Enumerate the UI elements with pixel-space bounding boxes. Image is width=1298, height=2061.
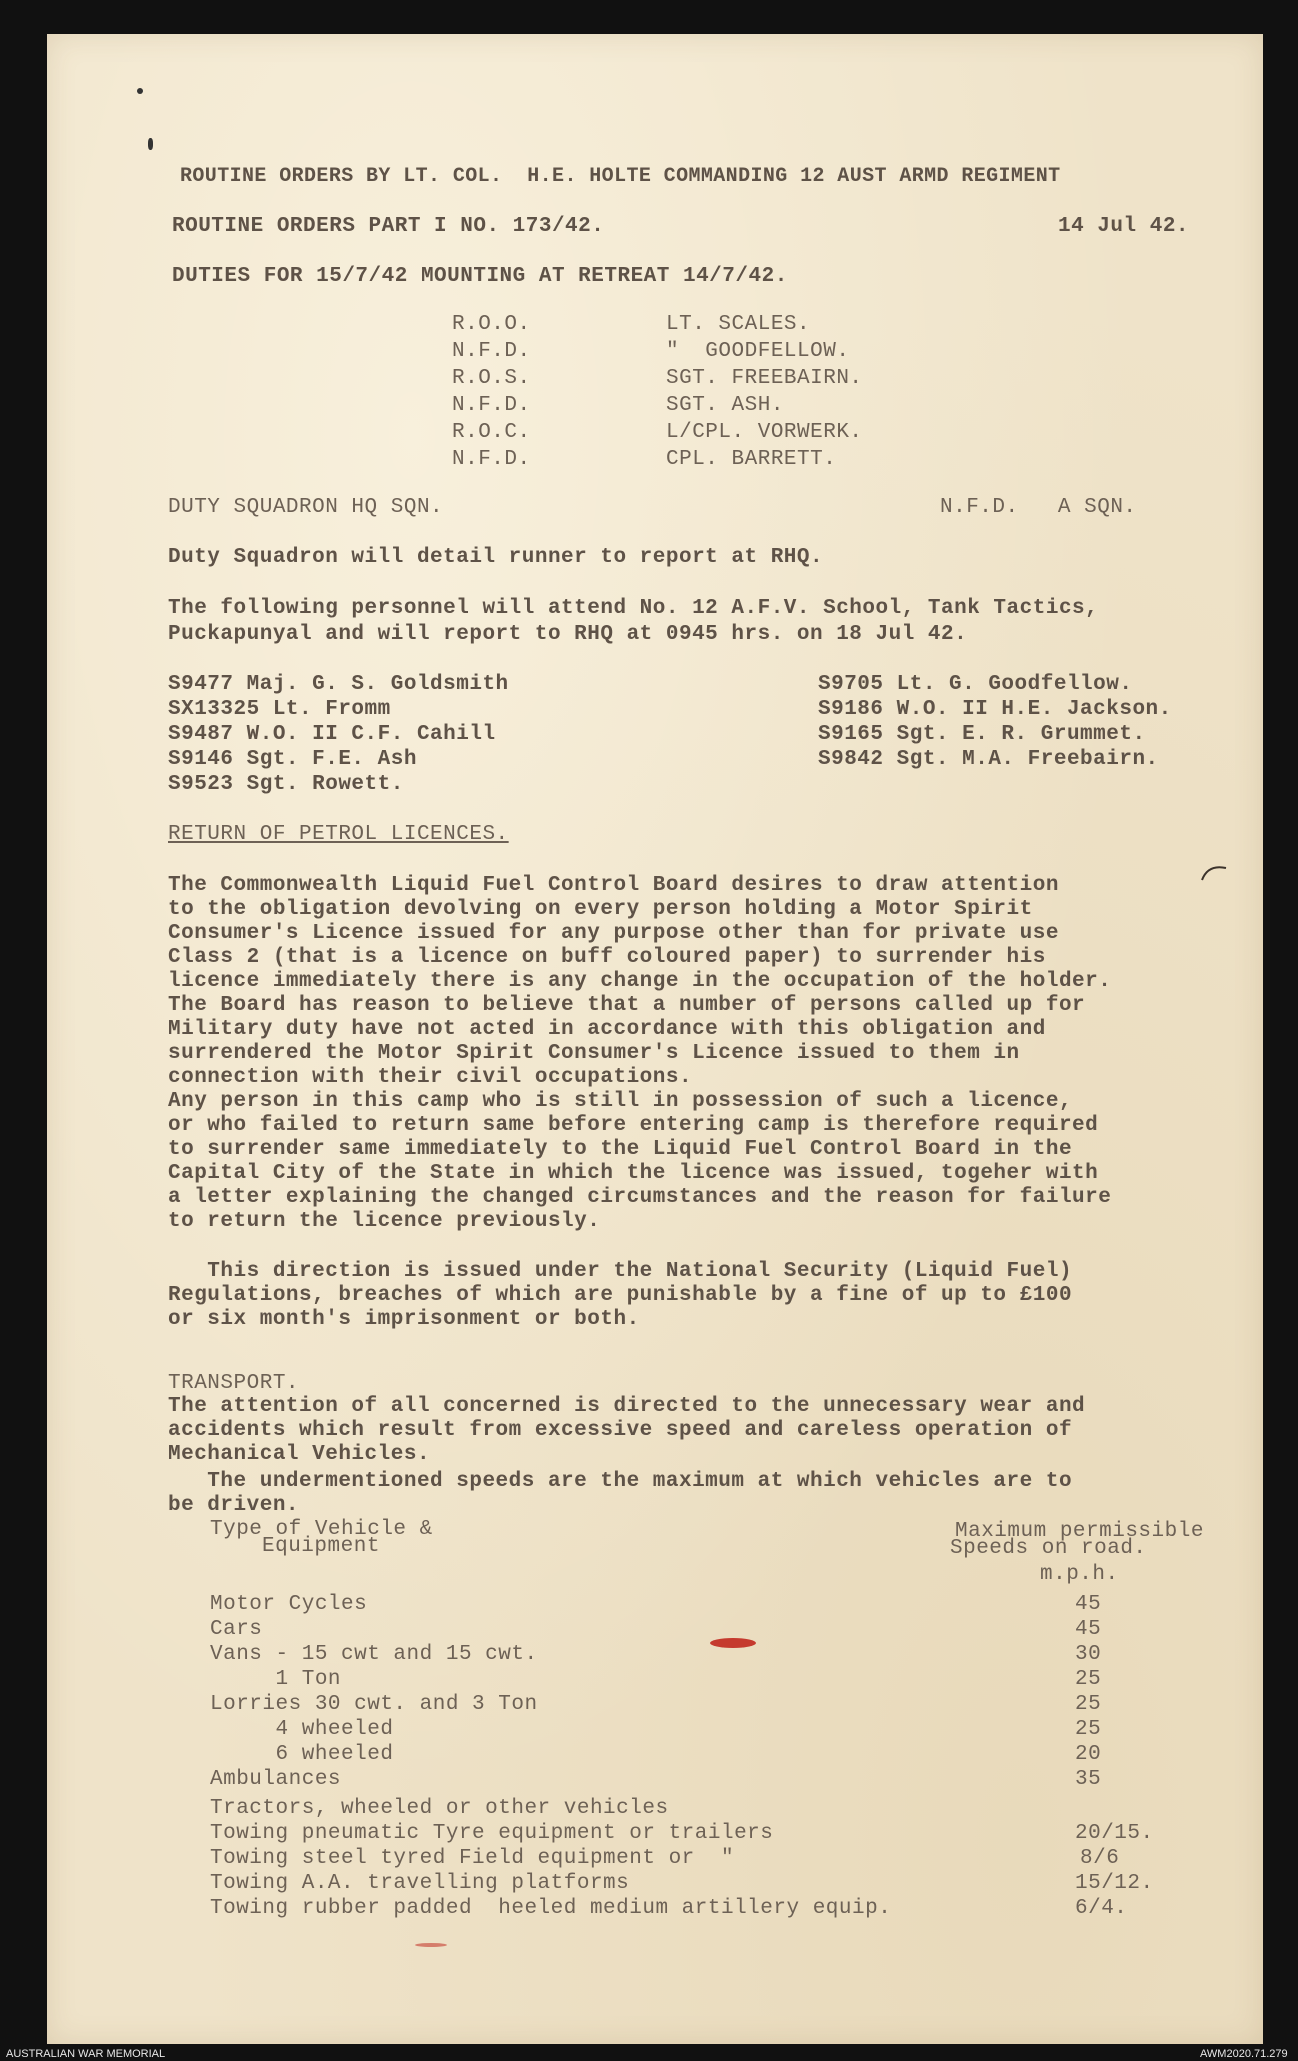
speed-table-vehicle: 6 wheeled — [210, 1743, 394, 1766]
speed-table-speed: 25 — [1075, 1693, 1102, 1716]
personnel-item: S9165 Sgt. E. R. Grummet. — [818, 723, 1146, 746]
transport-heading: TRANSPORT. — [168, 1372, 300, 1395]
school-notice-line: The following personnel will attend No. 12 A.F.V. School, Tank Tactics, — [168, 597, 1099, 620]
petrol-line: surrendered the Motor Spirit Consumer's Licence issued to them in — [168, 1042, 1020, 1065]
pencil-arc-mark — [1198, 860, 1232, 884]
petrol-line: This direction is issued under the National Security (Liquid Fuel) — [168, 1260, 1073, 1283]
speed-table-vehicle: Towing pneumatic Tyre equipment or trailers — [210, 1822, 774, 1845]
roster-name: L/CPL. VORWERK. — [666, 421, 863, 444]
roster-role: R.O.S. — [452, 367, 531, 390]
petrol-line: a letter explaining the changed circumstances and the reason for failure — [168, 1186, 1112, 1209]
speed-table-speed: 45 — [1075, 1618, 1102, 1641]
school-notice-line: Puckapunyal and will report to RHQ at 0945 hrs. on 18 Jul 42. — [168, 623, 968, 646]
roster-name: SGT. FREEBAIRN. — [666, 367, 863, 390]
speed-table-speed: 35 — [1075, 1768, 1102, 1791]
footer-right: AWM2020.71.279 — [1200, 2048, 1288, 2060]
document-title: ROUTINE ORDERS BY LT. COL. H.E. HOLTE COMMANDING 12 AUST ARMD REGIMENT — [180, 165, 1061, 188]
speed-table-speed: 20/15. — [1075, 1822, 1154, 1845]
roster-role: N.F.D. — [452, 394, 531, 417]
transport-line: The undermentioned speeds are the maximum at which vehicles are to — [168, 1470, 1073, 1493]
red-ink-mark — [415, 1943, 447, 1947]
petrol-line: licence immediately there is any change in the occupation of the holder. — [168, 970, 1112, 993]
speed-table-speed: 25 — [1075, 1718, 1102, 1741]
petrol-line: Military duty have not acted in accordance with this obligation and — [168, 1018, 1046, 1041]
speed-table-vehicle: Vans - 15 cwt and 15 cwt. — [210, 1643, 538, 1666]
roster-role: R.O.O. — [452, 313, 531, 336]
roster-name: SGT. ASH. — [666, 394, 784, 417]
speed-table-col-speed: Maximum permissible — [955, 1520, 1204, 1543]
speed-table-vehicle: 1 Ton — [210, 1668, 342, 1691]
speed-table-vehicle: Tractors, wheeled or other vehicles — [210, 1797, 669, 1820]
personnel-item: S9477 Maj. G. S. Goldsmith — [168, 673, 509, 696]
order-number: ROUTINE ORDERS PART I NO. 173/42. — [172, 215, 605, 238]
speed-table-col-vehicle: Equipment — [262, 1535, 380, 1558]
speed-table-speed: 6/4. — [1075, 1897, 1128, 1920]
petrol-line: Regulations, breaches of which are punishable by a fine of up to £100 — [168, 1284, 1073, 1307]
roster-role: N.F.D. — [452, 340, 531, 363]
duty-squadron: DUTY SQUADRON HQ SQN. — [168, 496, 444, 519]
speed-table-vehicle: Lorries 30 cwt. and 3 Ton — [210, 1693, 538, 1716]
petrol-line: to the obligation devolving on every person holding a Motor Spirit — [168, 898, 1033, 921]
ink-speck — [137, 88, 143, 94]
speed-table-vehicle: Motor Cycles — [210, 1593, 368, 1616]
petrol-line: to return the licence previously. — [168, 1210, 601, 1233]
petrol-line: connection with their civil occupations. — [168, 1066, 693, 1089]
petrol-line: to surrender same immediately to the Liquid Fuel Control Board in the — [168, 1138, 1073, 1161]
transport-line: be driven. — [168, 1494, 300, 1517]
duties-heading: DUTIES FOR 15/7/42 MOUNTING AT RETREAT 14/7/42. — [172, 265, 788, 288]
roster-name: LT. SCALES. — [666, 313, 811, 336]
ink-speck — [148, 138, 153, 150]
speed-table-speed: 8/6 — [1080, 1847, 1120, 1870]
speed-table-speed: 45 — [1075, 1593, 1102, 1616]
speed-table-speed: 15/12. — [1075, 1872, 1154, 1895]
petrol-heading: RETURN OF PETROL LICENCES. — [168, 823, 509, 846]
speed-table-vehicle: Cars — [210, 1618, 263, 1641]
speed-table-speed: 25 — [1075, 1668, 1102, 1691]
roster-name: " GOODFELLOW. — [666, 340, 850, 363]
roster-name: CPL. BARRETT. — [666, 448, 837, 471]
speed-table-vehicle: Ambulances — [210, 1768, 342, 1791]
personnel-item: S9842 Sgt. M.A. Freebairn. — [818, 748, 1159, 771]
speed-table-vehicle: Towing rubber padded heeled medium artillery equip. — [210, 1897, 892, 1920]
petrol-line: Any person in this camp who is still in possession of such a licence, — [168, 1090, 1073, 1113]
petrol-line: Capital City of the State in which the licence was issued, togeher with — [168, 1162, 1099, 1185]
red-ink-mark — [710, 1638, 756, 1648]
speed-table-col-vehicle: Type of Vehicle & — [210, 1518, 433, 1541]
transport-line: Mechanical Vehicles. — [168, 1443, 431, 1466]
speed-table-col-speed: Speeds on road. — [950, 1537, 1147, 1560]
transport-line: accidents which result from excessive speed and careless operation of — [168, 1419, 1073, 1442]
petrol-line: The Commonwealth Liquid Fuel Control Board desires to draw attention — [168, 874, 1059, 897]
personnel-item: S9186 W.O. II H.E. Jackson. — [818, 698, 1172, 721]
speed-table-vehicle: 4 wheeled — [210, 1718, 394, 1741]
petrol-line: Consumer's Licence issued for any purpose other than for private use — [168, 922, 1059, 945]
transport-line: The attention of all concerned is directed to the unnecessary wear and — [168, 1395, 1086, 1418]
speed-table-speed: 20 — [1075, 1743, 1102, 1766]
roster-role: R.O.C. — [452, 421, 531, 444]
personnel-item: S9523 Sgt. Rowett. — [168, 773, 404, 796]
petrol-line: or six month's imprisonment or both. — [168, 1308, 640, 1331]
personnel-item: S9487 W.O. II C.F. Cahill — [168, 723, 496, 746]
footer-left: AUSTRALIAN WAR MEMORIAL — [6, 2048, 166, 2060]
petrol-line: The Board has reason to believe that a number of persons called up for — [168, 994, 1086, 1017]
speed-table-speed: 30 — [1075, 1643, 1102, 1666]
speed-table-vehicle: Towing steel tyred Field equipment or " — [210, 1847, 735, 1870]
petrol-line: or who failed to return same before entering camp is therefore required — [168, 1114, 1099, 1137]
roster-role: N.F.D. — [452, 448, 531, 471]
petrol-line: Class 2 (that is a licence on buff coloured paper) to surrender his — [168, 946, 1046, 969]
personnel-item: SX13325 Lt. Fromm — [168, 698, 391, 721]
speed-table-vehicle: Towing A.A. travelling platforms — [210, 1872, 630, 1895]
order-date: 14 Jul 42. — [1058, 215, 1190, 238]
speed-table-col-unit: m.p.h. — [1040, 1563, 1119, 1586]
personnel-item: S9705 Lt. G. Goodfellow. — [818, 673, 1133, 696]
personnel-item: S9146 Sgt. F.E. Ash — [168, 748, 417, 771]
runner-notice: Duty Squadron will detail runner to report at RHQ. — [168, 546, 824, 569]
duty-squadron-nfd: N.F.D. A SQN. — [940, 496, 1137, 519]
